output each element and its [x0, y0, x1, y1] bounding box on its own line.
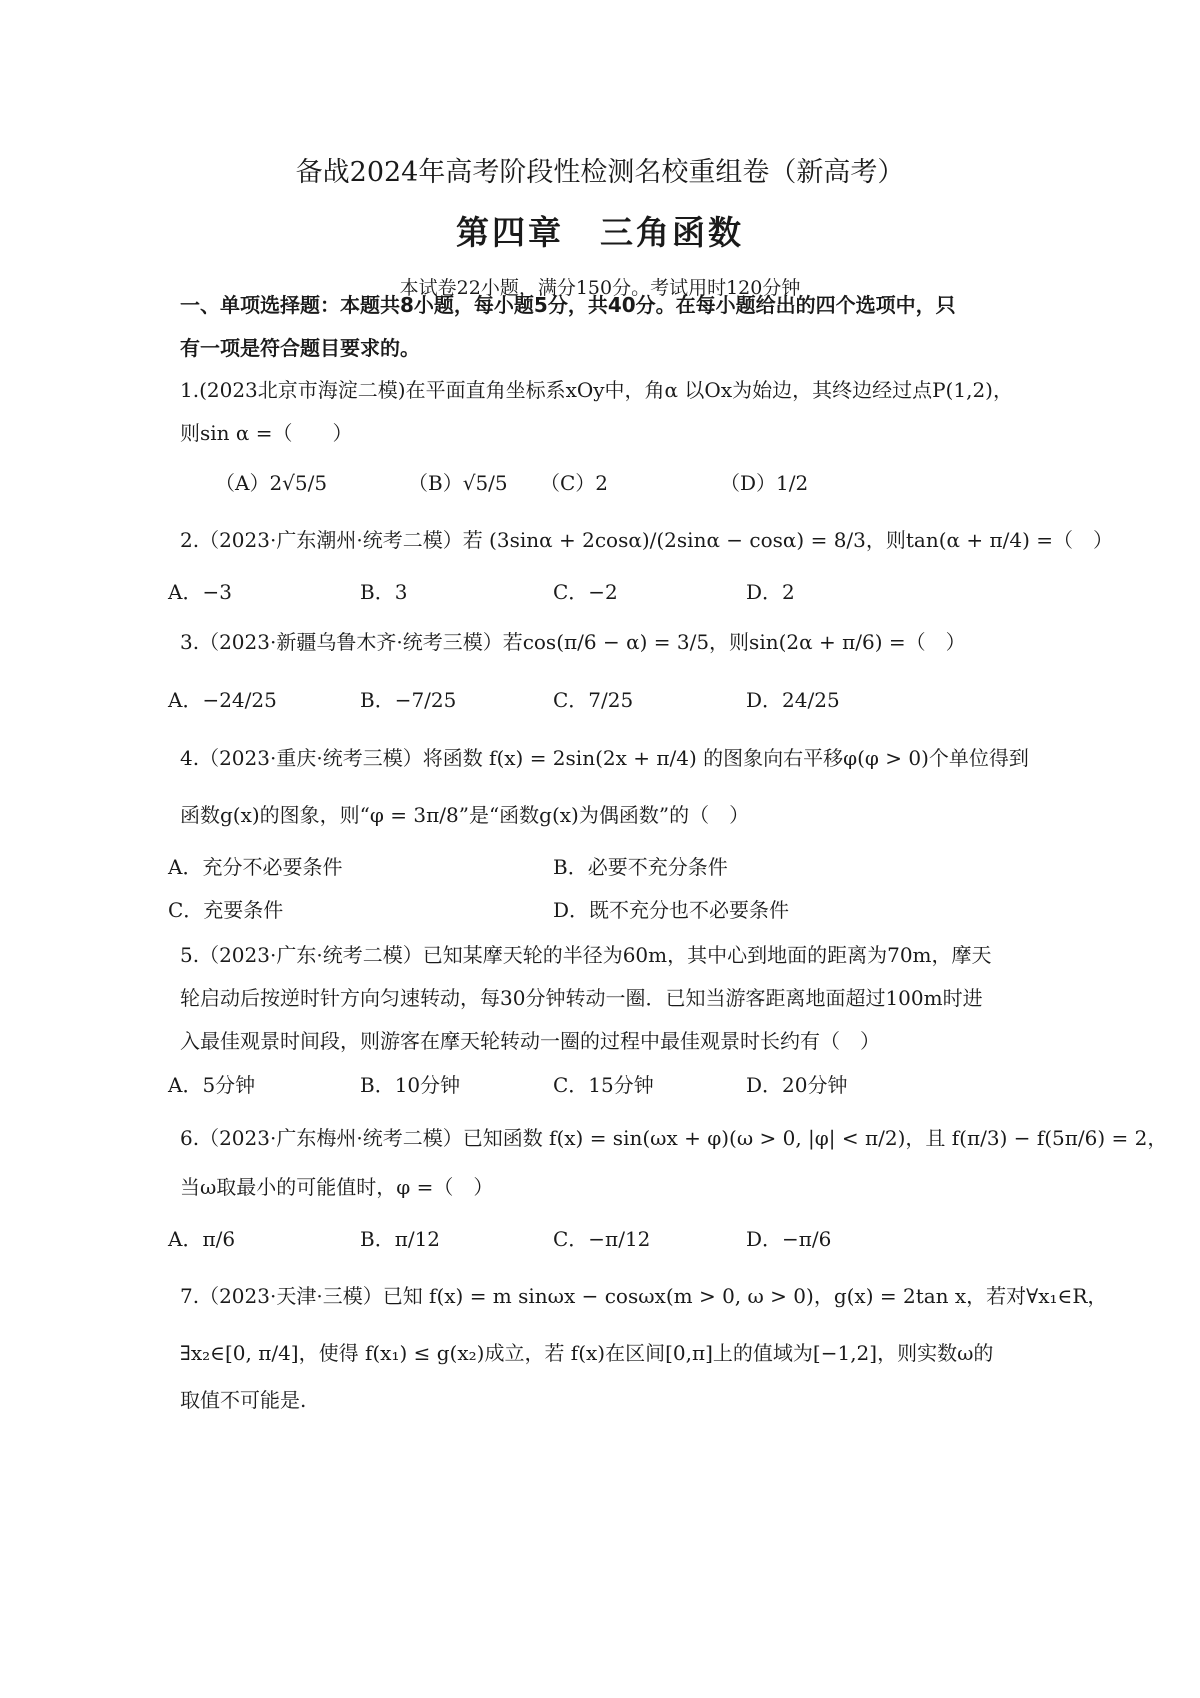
option-d: （D）1/2: [720, 471, 809, 495]
exam-title: 备战2024年高考阶段性检测名校重组卷（新高考）: [295, 157, 905, 188]
option-d: D．20分钟: [746, 1073, 848, 1097]
option-d: D．2: [746, 580, 795, 604]
option-a: A．−3: [168, 580, 232, 604]
option-c: C．−2: [553, 580, 618, 604]
question-5-line3: 入最佳观景时间段，则游客在摩天轮转动一圈的过程中最佳观景时长约有（ ）: [180, 1029, 880, 1053]
question-7-line2: ∃x₂∈[0, π/4]，使得 f(x₁) ≤ g(x₂)成立，若 f(x)在区间[0,π]上的值域为[−1,2]，则实数ω的: [180, 1341, 994, 1365]
question-6-line1: 6.（2023·广东梅州·统考二模）已知函数 f(x) = sin(ωx + φ)(ω > 0, |φ| < π/2)，且 f(π/3) − f(5π/6) = 2，: [180, 1126, 1168, 1150]
option-a: A．充分不必要条件: [168, 855, 343, 879]
question-3-line1: 3.（2023·新疆乌鲁木齐·统考三模）若cos(π/6 − α) = 3/5，则sin(2α + π/6) =（ ）: [180, 630, 966, 654]
option-c: C．充要条件: [168, 898, 284, 922]
question-7-line3: 取值不可能是.: [180, 1388, 307, 1412]
option-b: B．10分钟: [360, 1073, 461, 1097]
question-2-line1: 2.（2023·广东潮州·统考二模）若 (3sinα + 2cosα)/(2sinα − cosα) = 8/3，则tan(α + π/4) =（ ）: [180, 528, 1114, 552]
chapter-heading: 第四章 三角函数: [456, 213, 744, 252]
option-a: （A）2√5/5: [215, 471, 328, 495]
option-b: B．π/12: [360, 1227, 441, 1251]
question-4-line2: 函数g(x)的图象，则“φ = 3π/8”是“函数g(x)为偶函数”的（ ）: [180, 803, 750, 827]
question-7-line1: 7.（2023·天津·三模）已知 f(x) = m sinωx − cosωx(m > 0, ω > 0)，g(x) = 2tan x，若对∀x₁∈R，: [180, 1284, 1108, 1308]
question-6-line2: 当ω取最小的可能值时，φ =（ ）: [180, 1175, 494, 1199]
exam-note: 本试卷22小题，满分150分。考试用时120分钟: [399, 277, 801, 299]
option-b: B．−7/25: [360, 688, 457, 712]
option-b: B．3: [360, 580, 408, 604]
option-c: C．15分钟: [553, 1073, 654, 1097]
question-1-line2: 则sin α =（ ）: [180, 421, 353, 445]
option-c: C．7/25: [553, 688, 634, 712]
option-b: （B）√5/5: [408, 471, 508, 495]
option-a: A．−24/25: [168, 688, 277, 712]
section-heading-line2: 有一项是符合题目要求的。: [180, 336, 420, 360]
option-b: B．必要不充分条件: [553, 855, 728, 879]
section-heading-line1: 一、单项选择题：本题共8小题，每小题5分，共40分。在每小题给出的四个选项中，只: [180, 293, 956, 317]
option-d: D．−π/6: [746, 1227, 832, 1251]
option-d: D．既不充分也不必要条件: [553, 898, 790, 922]
option-d: D．24/25: [746, 688, 840, 712]
option-a: A．5分钟: [168, 1073, 256, 1097]
option-c: C．−π/12: [553, 1227, 651, 1251]
question-5-line1: 5.（2023·广东·统考二模）已知某摩天轮的半径为60m，其中心到地面的距离为70m，摩天: [180, 943, 992, 967]
option-a: A．π/6: [168, 1227, 236, 1251]
option-c: （C）2: [540, 471, 609, 495]
question-4-line1: 4.（2023·重庆·统考三模）将函数 f(x) = 2sin(2x + π/4) 的图象向右平移φ(φ > 0)个单位得到: [180, 746, 1029, 770]
question-5-line2: 轮启动后按逆时针方向匀速转动，每30分钟转动一圈．已知当游客距离地面超过100m时进: [180, 986, 983, 1010]
question-1-line1: 1.(2023北京市海淀二模)在平面直角坐标系xOy中，角α 以Ox为始边，其终边经过点P(1,2)，: [180, 378, 1013, 402]
